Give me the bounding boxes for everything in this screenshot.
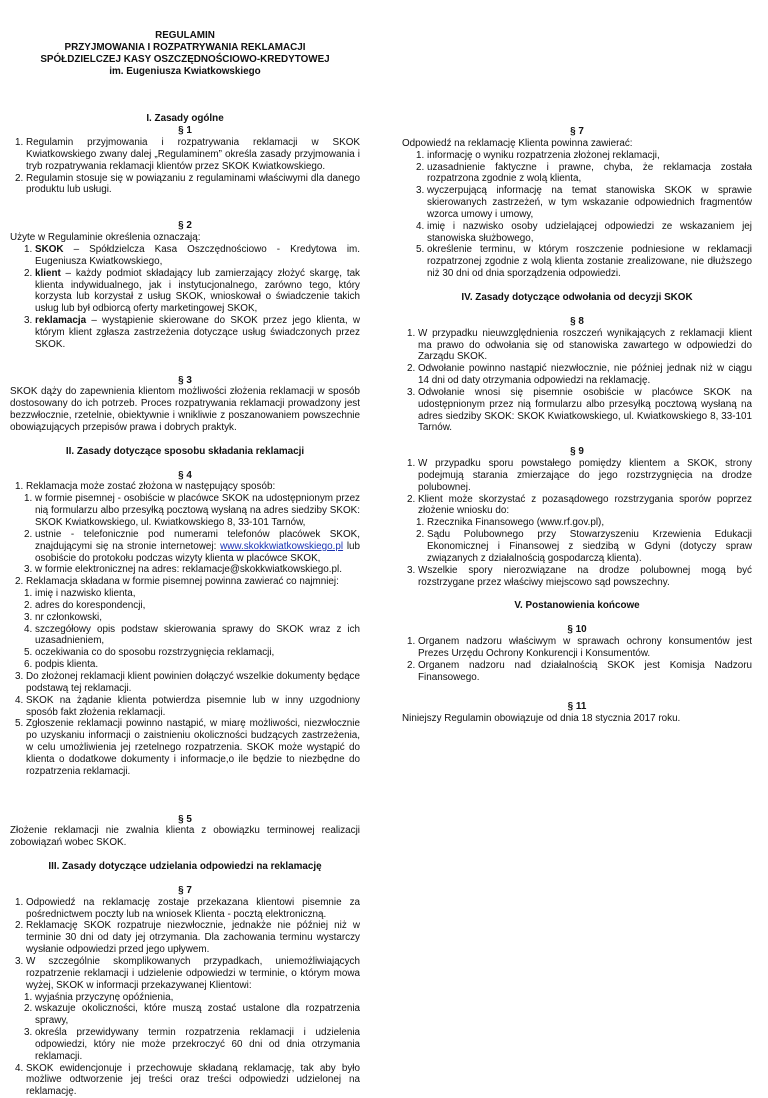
definition-klient <box>35 268 360 315</box>
list-item: 4. SKOK ewidencjonuje i przechowuje składaną reklamację, tak aby było możliwe odtworzenie jej treści oraz treści odpowiedzi udzielonej na reklamację. <box>26 1063 360 1098</box>
title-line-3: SPÓŁDZIELCZEJ KASY OSZCZĘDNOŚCIOWO-KREDYTOWEJ <box>40 53 330 65</box>
paragraph-10-number: § 10 <box>567 624 587 636</box>
paragraph-9-number: § 9 <box>570 446 584 458</box>
paragraph-8-number: § 8 <box>570 315 584 327</box>
definition-text: – każdy podmiot składający lub zamierzający złożyć skargę, tak klienta indywidualnego, jak i instytucjonalnego, zarówno tego, który korzysta lub korzystał z usług SKOK, wnioskował o świadczenie takich usług lub był odbiorcą oferty marketingowej SKOK, <box>35 267 360 315</box>
paragraph-3-text: SKOK dąży do zapewnienia klientom możliwości złożenia reklamacji w sposób dostosowany do ich potrzeb. Proces rozpatrywania reklamacji prowadzony jest bezzwłocznie, rzetelnie, obiektywnie i wnikliwie z poszanowaniem powszechnie obowiązujących przepisów prawa i dobrych praktyk. <box>10 386 360 433</box>
section-4-heading: IV. Zasady dotyczące odwołania od decyzji SKOK <box>461 291 693 303</box>
definitions-list <box>10 244 360 351</box>
list-item: 1. Regulamin przyjmowania i rozpatrywania reklamacji w SKOK Kwiatkowskiego zwany dalej „Regulaminem” określa zasady przyjmowania i tryb rozpatrywania reklamacji klientów przez SKOK Kwiatkowskiego. <box>26 137 360 173</box>
list-item: 3. Wszelkie spory nierozwiązane na drodze polubownej mogą być rozstrzygane przez właściwy miejscowo sąd powszechny. <box>418 565 752 589</box>
list-item: 4. imię i nazwisko osoby udzielającej odpowiedzi ze wskazaniem jej stanowiska służbowego, <box>427 221 752 245</box>
list-item: 1. W przypadku nieuwzględnienia roszczeń wynikających z reklamacji klient ma prawo do odwołania się od stanowiska zawartego w odpowiedzi do Zarządu SKOK. <box>418 328 752 364</box>
list-item: 5. określenie terminu, w którym roszczenie podniesione w reklamacji rozpatrzonej zgodnie z wolą klienta zostanie zrealizowane, nie dłuższego niż 30 dni od dnia sporządzenia odpowiedzi. <box>427 244 752 280</box>
list-item: 4. SKOK na żądanie klienta potwierdza pisemnie lub w inny uzgodniony sposób fakt złożenia reklamacji. <box>26 695 360 719</box>
term: reklamacja <box>35 315 87 327</box>
paragraph-9-list <box>402 458 752 588</box>
term: klient <box>35 267 61 279</box>
list-item: 2. Odwołanie powinno nastąpić niezwłocznie, nie później jednak niż w ciągu 14 dni od daty otrzymania odpowiedzi na reklamację. <box>418 363 752 387</box>
required-fields-list <box>26 588 360 671</box>
list-item: 1. Reklamacja może zostać złożona w następujący sposób: 1. w formie pisemnej - osobiście w placówce SKOK na udostępnionym przez nią formularzu albo przesyłką pocztową wysłaną na adres siedziby SKOK: SKOK Kwiatkowskiego, ul. Kwiatkowskiego 8, 33-101 Tarnów, 2. ustnie - telefonicznie pod numerami telefonów placówek SKOK, znajdującymi się na stronie internetowej: www.skokkwiatkowskiego.pl lub osobiście do protokołu podczas wizyty klienta w placówce SKOK, 3. w formie elektronicznej na adres: reklamacje@skokkwiatkowskiego.pl. <box>26 481 360 576</box>
list-item: 1. Odpowiedź na reklamację zostaje przekazana klientowi pisemnie za pośrednictwem poczty lub na wniosek Klienta - pocztą elektroniczną. <box>26 897 360 921</box>
list-item: 2. ustnie - telefonicznie pod numerami telefonów placówek SKOK, znajdującymi się na stronie internetowej: www.skokkwiatkowskiego.pl lub osobiście do protokołu podczas wizyty klienta w placówce SKOK, <box>35 529 360 565</box>
list-item: 3. W szczególnie skomplikowanych przypadkach, uniemożliwiających rozpatrzenie reklamacji i udzielenie odpowiedzi w terminie, o którym mowa wyżej, SKOK w informacji przekazywanej Klientowi: 1. wyjaśnia przyczynę opóźnienia, 2. wskazuje okoliczności, które muszą zostać ustalone dla rozpatrzenia sprawy, 3. określa przewidywany termin rozpatrzenia reklamacji i udzielenia odpowiedzi, który nie może przekroczyć 60 dni od dnia otrzymania reklamacji. <box>26 956 360 1063</box>
paragraph-4-number: § 4 <box>178 469 192 481</box>
list-item: 2. Reklamację SKOK rozpatruje niezwłocznie, jednakże nie później niż w terminie 30 dni od daty jej otrzymania. Dla zachowania terminu wystarczy wysłanie odpowiedzi przed jego upływem. <box>26 920 360 956</box>
paragraph-4-list <box>10 481 360 777</box>
website-link[interactable]: www.skokkwiatkowskiego.pl <box>220 540 344 552</box>
paragraph-10-list <box>402 636 752 683</box>
list-item: 1. wyjaśnia przyczynę opóźnienia, <box>35 992 360 1004</box>
list-item: 2. Reklamacja składana w formie pisemnej powinna zawierać co najmniej: 1. imię i nazwisko klienta, 2. adres do korespondencji, 3. nr członkowski, 4. szczegółowy opis podstaw skierowania sprawy do SKOK wraz z ich uzasadnieniem, 5. oczekiwania co do sposobu rozstrzygnięcia reklamacji, 6. podpis klienta. <box>26 576 360 671</box>
document-title <box>10 30 360 77</box>
definition-skok <box>35 244 360 268</box>
list-item: 1. informację o wyniku rozpatrzenia złożonej reklamacji, <box>427 150 752 162</box>
term: SKOK <box>35 243 64 255</box>
list-item: 2. Sądu Polubownego przy Stowarzyszeniu Krzewienia Edukacji Ekonomicznej i Finansowej z siedzibą w Gdyni (dotyczy spraw związanych z działalnością gospodarczą klienta). <box>427 529 752 565</box>
left-column <box>10 30 360 1098</box>
list-item: 2. Organem nadzoru nad działalnością SKOK jest Komisja Nadzoru Finansowego. <box>418 660 752 684</box>
section-3-heading: III. Zasady dotyczące udzielania odpowiedzi na reklamację <box>48 861 322 873</box>
section-5-heading: V. Postanowienia końcowe <box>514 600 640 612</box>
section-2-heading: II. Zasady dotyczące sposobu składania reklamacji <box>65 445 305 457</box>
list-item: 2. Klient może skorzystać z pozasądowego rozstrzygania sporów poprzez złożenie wniosku do: 1. Rzecznika Finansowego (www.rf.gov.pl), 2. Sądu Polubownego przy Stowarzyszeniu Krzewienia Edukacji Ekonomicznej i Finansowej z siedzibą w Gdyni (dotyczy spraw związanych z działalnością gospodarczą klienta). <box>418 494 752 565</box>
paragraph-7b-number: § 7 <box>570 126 584 137</box>
paragraph-7b-intro: Odpowiedź na reklamację Klienta powinna zawierać: <box>402 137 633 149</box>
definition-text: – wystąpienie skierowane do SKOK przez jego klienta, w którym klient zgłasza zastrzeżenia dotyczące usług świadczonych przez SKOK. <box>35 315 360 350</box>
paragraph-5-text: Złożenie reklamacji nie zwalnia klienta z obowiązku terminowej realizacji zobowiązań wobec SKOK. <box>10 825 360 849</box>
list-item: 1. imię i nazwisko klienta, <box>35 588 360 600</box>
list-item: 2. uzasadnienie faktyczne i prawne, chyba, że reklamacja została rozpatrzona zgodnie z wolą klienta, <box>427 162 752 186</box>
title-line-2: PRZYJMOWANIA I ROZPATRYWANIA REKLAMACJI <box>64 41 306 53</box>
list-item: 1. W przypadku sporu powstałego pomiędzy klientem a SKOK, strony podejmują starania zmierzające do jego rozstrzygnięcia na drodze polubownej. <box>418 458 752 494</box>
list-item: 2. wskazuje okoliczności, które muszą zostać ustalone dla rozpatrzenia sprawy, <box>35 1003 360 1027</box>
definition-reklamacja <box>35 315 360 351</box>
list-item: 6. podpis klienta. <box>35 659 360 671</box>
paragraph-3-number: § 3 <box>178 374 192 386</box>
list-item: 3. nr członkowski, <box>35 612 360 624</box>
title-line-1: REGULAMIN <box>155 30 215 41</box>
paragraph-5-number: § 5 <box>178 813 192 825</box>
list-item: 5. Zgłoszenie reklamacji powinno nastąpić, w miarę możliwości, niezwłocznie po uzyskaniu informacji o zaistnieniu okoliczności budzących zastrzeżenia, w celu umożliwienia jej rzetelnego rozpatrzenia. SKOK może wystąpić do klienta o dodatkowe dokumenty i informacje,o ile będzie to niezbędne do rozpatrzenia reklamacji. <box>26 718 360 777</box>
list-item: 5. oczekiwania co do sposobu rozstrzygnięcia reklamacji, <box>35 647 360 659</box>
list-item: 2. adres do korespondencji, <box>35 600 360 612</box>
list-item: 2. Regulamin stosuje się w powiązaniu z regulaminami właściwymi dla danego produktu lub usługi. <box>26 173 360 197</box>
dispute-bodies-list <box>418 517 752 564</box>
list-item: 4. szczegółowy opis podstaw skierowania sprawy do SKOK wraz z ich uzasadnieniem, <box>35 624 360 648</box>
paragraph-1-number: § 1 <box>178 125 192 137</box>
definition-text: – Spółdzielcza Kasa Oszczędnościowo - Kredytowa im. Eugeniusza Kwiatkowskiego, <box>35 243 360 267</box>
list-item: 1. Rzecznika Finansowego (www.rf.gov.pl), <box>427 517 752 529</box>
section-1-heading: I. Zasady ogólne <box>146 113 224 125</box>
paragraph-2-number: § 2 <box>178 220 192 232</box>
paragraph-11-text: Niniejszy Regulamin obowiązuje od dnia 18 stycznia 2017 roku. <box>402 713 681 725</box>
right-column <box>402 30 752 725</box>
paragraph-1-list <box>10 137 360 196</box>
paragraph-11-number: § 11 <box>567 701 587 713</box>
paragraph-7b-list <box>402 150 752 280</box>
list-item: 3. określa przewidywany termin rozpatrzenia reklamacji i udzielenia odpowiedzi, który nie może przekroczyć 60 dni od dnia otrzymania reklamacji. <box>35 1027 360 1063</box>
paragraph-7a-list <box>10 897 360 1098</box>
list-item: 3. Do złożonej reklamacji klient powinien dołączyć wszelkie dokumenty będące podstawą tej reklamacji. <box>26 671 360 695</box>
list-item: 1. Organem nadzoru właściwym w sprawach ochrony konsumentów jest Prezes Urzędu Ochrony Konkurencji i Konsumentów. <box>418 636 752 660</box>
paragraph-2-intro: Użyte w Regulaminie określenia oznaczają: <box>10 232 201 244</box>
delay-info-list <box>26 992 360 1063</box>
list-item: 3. wyczerpującą informację na temat stanowiska SKOK w sprawie skierowanych zastrzeżeń, w tym wskazanie odpowiednich fragmentów wzorca umowy i umowy, <box>427 185 752 221</box>
list-item: 3. Odwołanie wnosi się pisemnie osobiście w placówce SKOK na udostępnionym przez nią formularzu albo przesyłką pocztową wysłaną na adres siedziby SKOK: SKOK Kwiatkowskiego, ul. Kwiatkowskiego 8, 33-101 Tarnów. <box>418 387 752 434</box>
title-line-4: im. Eugeniusza Kwiatkowskiego <box>109 65 261 77</box>
paragraph-8-list <box>402 328 752 435</box>
paragraph-7a-number: § 7 <box>178 884 192 896</box>
list-item: 3. w formie elektronicznej na adres: reklamacje@skokkwiatkowskiego.pl. <box>35 564 360 576</box>
list-item: 1. w formie pisemnej - osobiście w placówce SKOK na udostępnionym przez nią formularzu albo przesyłką pocztową wysłaną na adres siedziby SKOK: SKOK Kwiatkowskiego, ul. Kwiatkowskiego 8, 33-101 Tarnów, <box>35 493 360 529</box>
submission-methods-list <box>26 493 360 576</box>
